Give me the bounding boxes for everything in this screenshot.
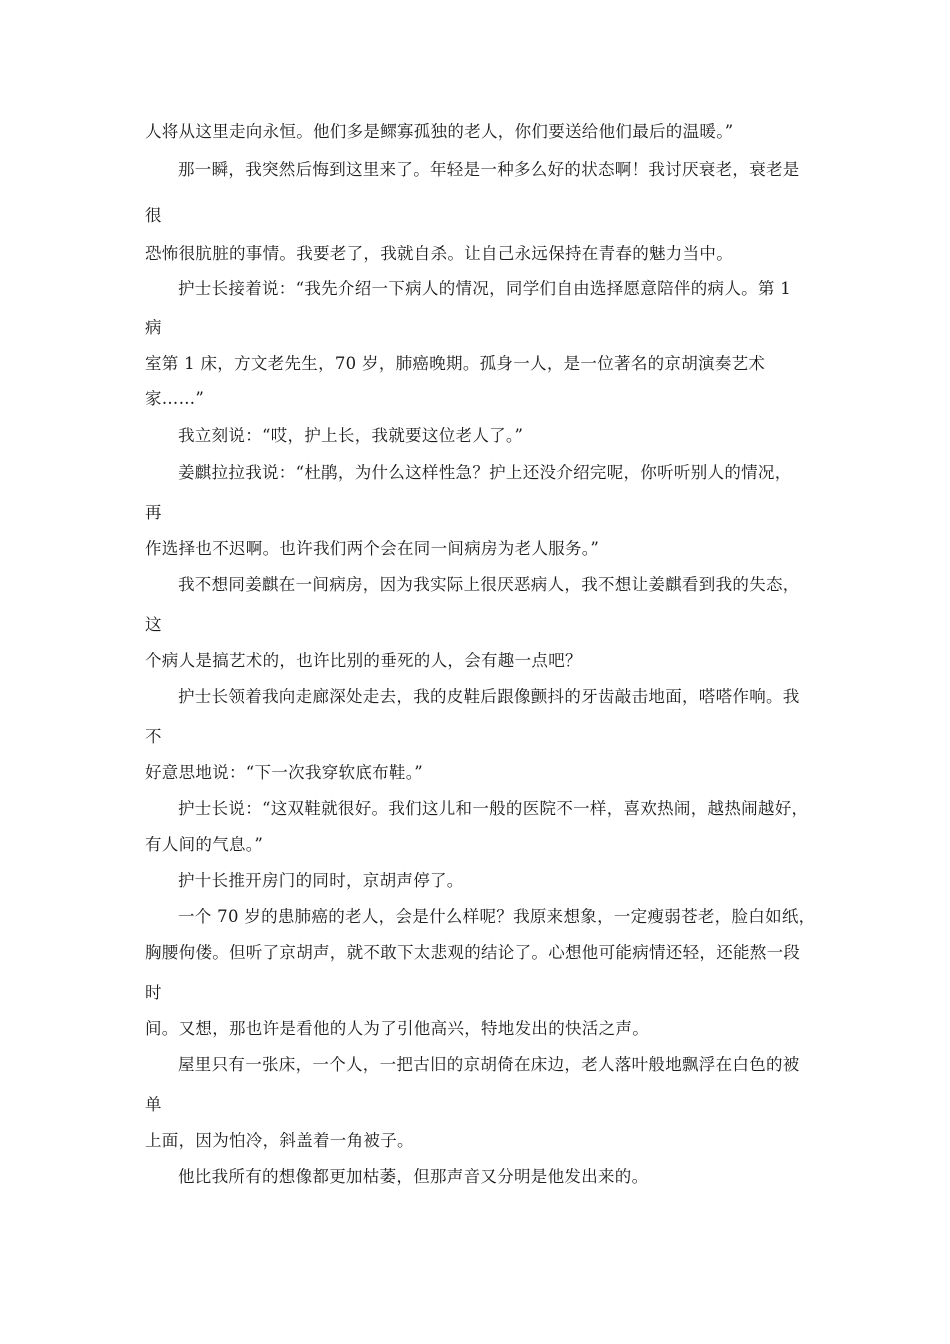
text-line: 作选择也不迟啊。也许我们两个会在同一间病房为老人服务。” [145,539,600,558]
text-line: 单 [145,1095,162,1114]
paragraph-line: 姜麒拉拉我说：“杜鹃，为什么这样性急？护上还没介绍完呢，你听听别人的情况， [178,463,792,482]
text-line: 胸腰佝偻。但听了京胡声，就不敢下太悲观的结论了。心想他可能病情还轻，还能熬一段 [145,943,801,962]
text-line: 上面，因为怕冷，斜盖着一角被子。 [145,1131,414,1150]
paragraph-line: 那一瞬，我突然后悔到这里来了。年轻是一种多么好的状态啊！我讨厌衰老，衰老是 [178,160,800,179]
paragraph-line: 我立刻说：“哎，护上长，我就要这位老人了。” [178,426,524,445]
paragraph-line: 护十长推开房门的同时，京胡声停了。 [178,871,464,890]
text-line: 个病人是搞艺术的，也许比别的垂死的人，会有趣一点吧？ [145,651,582,670]
text-line: 病 [145,318,162,337]
text-line: 这 [145,615,162,634]
text-line: 不 [145,727,162,746]
paragraph-line: 一个 70 岁的患肺癌的老人，会是什么样呢？我原来想象，一定瘦弱苍老，脸白如纸， [178,907,816,926]
text-line: 时 [145,983,162,1002]
text-line: 恐怖很肮脏的事情。我要老了，我就自杀。让自己永远保持在青春的魅力当中。 [145,244,733,263]
paragraph-line: 我不想同姜麒在一间病房，因为我实际上很厌恶病人，我不想让姜麒看到我的失态， [178,575,800,594]
text-line: 很 [145,206,162,225]
paragraph-line: 屋里只有一张床，一个人，一把古旧的京胡倚在床边，老人落叶般地飘浮在白色的被 [178,1055,800,1074]
text-line: 有人间的气息。” [145,835,264,854]
text-line: 人将从这里走向永恒。他们多是鳏寡孤独的老人，你们要送给他们最后的温暖。” [145,122,734,141]
text-line: 好意思地说：“下一次我穿软底布鞋。” [145,763,424,782]
paragraph-line: 护士长说：“这双鞋就很好。我们这儿和一般的医院不一样，喜欢热闹，越热闹越好， [178,799,809,818]
paragraph-line: 护士长接着说：“我先介绍一下病人的情况，同学们自由选择愿意陪伴的病人。第 1 [178,279,792,298]
text-line: 室第 1 床，方文老先生，70 岁，肺癌晚期。孤身一人，是一位著名的京胡演奏艺术 [145,354,766,373]
text-line: 再 [145,503,162,522]
paragraph-line: 他比我所有的想像都更加枯萎，但那声音又分明是他发出来的。 [178,1167,649,1186]
text-line: 间。又想，那也许是看他的人为了引他高兴，特地发出的快活之声。 [145,1019,649,1038]
paragraph-line: 护士长领着我向走廊深处走去，我的皮鞋后跟像颤抖的牙齿敲击地面，嗒嗒作响。我 [178,687,800,706]
text-line: 家……” [145,389,205,408]
